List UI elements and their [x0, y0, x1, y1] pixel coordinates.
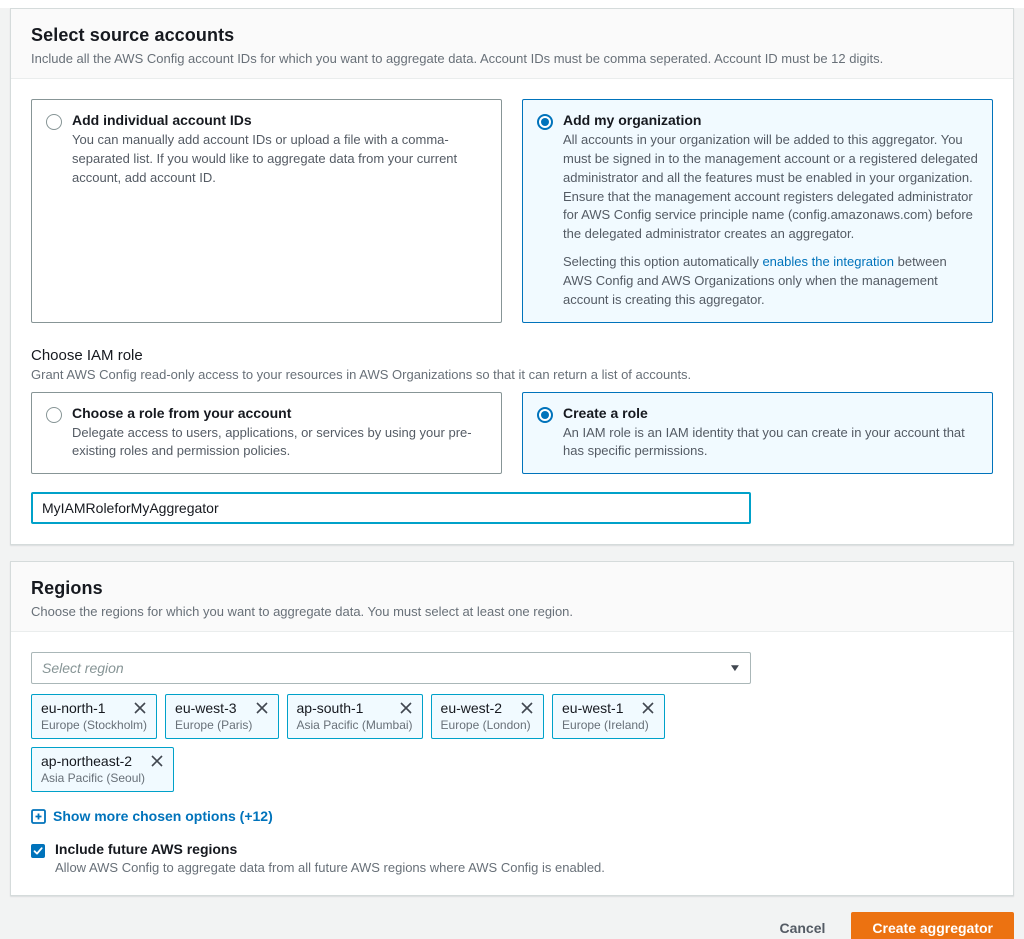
region-token [287, 694, 423, 739]
region-code: ap-northeast-2 [41, 753, 133, 770]
cancel-button[interactable]: Cancel [779, 920, 826, 937]
remove-token-button[interactable] [520, 701, 534, 715]
region-token [165, 694, 278, 739]
option-create-a-role[interactable] [522, 392, 993, 475]
radio-selected-icon[interactable] [537, 407, 553, 423]
source-option-group [31, 99, 993, 323]
region-token [552, 694, 665, 739]
option-label: Add my organization [563, 112, 702, 128]
show-more-label: Show more chosen options (+12) [53, 808, 273, 825]
create-aggregator-button[interactable]: Create aggregator [851, 912, 1014, 939]
radio-selected-icon[interactable] [537, 114, 553, 130]
close-icon [520, 701, 534, 715]
expand-plus-icon [31, 809, 46, 824]
radio-unselected-icon[interactable] [46, 114, 62, 130]
region-token [431, 694, 544, 739]
close-icon [255, 701, 269, 715]
remove-token-button[interactable] [399, 701, 413, 715]
region-name: Europe (London) [440, 718, 531, 733]
check-icon [33, 846, 43, 856]
region-code: eu-west-3 [175, 700, 237, 717]
region-token [31, 747, 174, 792]
include-future-regions-label: Include future AWS regions [55, 841, 238, 858]
close-icon [399, 701, 413, 715]
close-icon [641, 701, 655, 715]
form-actions [10, 896, 1014, 939]
choose-iam-role-label: Choose IAM role [31, 346, 143, 364]
option-label: Add individual account IDs [72, 112, 252, 128]
radio-unselected-icon[interactable] [46, 407, 62, 423]
region-token [31, 694, 157, 739]
region-code: ap-south-1 [296, 700, 364, 717]
include-future-regions-checkbox[interactable] [31, 844, 45, 858]
card-body [11, 79, 1013, 544]
include-future-regions-description: Allow AWS Config to aggregate data from all future AWS regions where AWS Config is enabled. [55, 860, 605, 876]
regions-description: Choose the regions for which you want to aggregate data. You must select at least one region. [31, 604, 574, 620]
regions-card [10, 561, 1014, 896]
remove-token-button[interactable] [255, 701, 269, 715]
card-description: Include all the AWS Config account IDs for which you want to aggregate data. Account IDs must be comma seperated. Account ID must be 12 digits. [31, 51, 884, 66]
selected-region-tokens [31, 694, 771, 792]
region-name: Asia Pacific (Mumbai) [296, 718, 413, 733]
option-add-my-organization[interactable] [522, 99, 993, 323]
option-description: An IAM role is an IAM identity that you can create in your account that has specific permissions. [563, 424, 965, 459]
remove-token-button[interactable] [641, 701, 655, 715]
chevron-down-icon: ▼ [728, 662, 742, 674]
content-area [0, 8, 1024, 939]
region-name: Europe (Stockholm) [41, 718, 148, 733]
option-label: Create a role [563, 404, 648, 421]
remove-token-button[interactable] [150, 754, 164, 768]
option-label: Choose a role from your account [72, 404, 292, 421]
option-description-2: Selecting this option automatically enables the integration between AWS Config and AWS Organizations only when the management account is creating this aggregator. [563, 254, 947, 307]
show-more-chosen-options-link[interactable] [31, 808, 273, 824]
iam-role-option-group [31, 392, 993, 475]
regions-title: Regions [31, 578, 103, 599]
region-name: Europe (Paris) [175, 718, 253, 733]
region-code: eu-north-1 [41, 700, 106, 717]
region-name: Europe (Ireland) [562, 718, 649, 733]
remove-token-button[interactable] [133, 701, 147, 715]
region-select-placeholder: Select region [42, 660, 124, 677]
choose-iam-role-description: Grant AWS Config read-only access to your resources in AWS Organizations so that it can return a list of accounts. [31, 366, 692, 382]
option-description: All accounts in your organization will be added to this aggregator. You must be signed in to the management account or a registered delegated administrator and all the features must be enabled in your organization. Ensure that the management account registers delegated administrator for AWS Config service principle name (config.amazonaws.com) before the delegated administrator creates an aggregator. [563, 132, 978, 242]
region-code: eu-west-1 [562, 700, 624, 717]
page-title: Select source accounts [31, 25, 235, 45]
card-header [11, 9, 1013, 79]
region-code: eu-west-2 [440, 700, 503, 717]
iam-role-name-input[interactable] [31, 492, 751, 524]
option-description: Delegate access to users, applications, or services by using your pre-existing roles and permission policies. [72, 424, 472, 459]
card-header [11, 562, 1013, 632]
region-select[interactable] [31, 652, 751, 684]
option-add-individual-account-ids[interactable] [31, 99, 502, 323]
enables-integration-link[interactable]: enables the integration [762, 254, 894, 270]
option-choose-role-from-account[interactable] [31, 392, 502, 475]
close-icon [133, 701, 147, 715]
close-icon [150, 754, 164, 768]
include-future-regions-row [31, 841, 993, 875]
region-name: Asia Pacific (Seoul) [41, 771, 146, 786]
select-source-accounts-card [10, 8, 1014, 545]
card-body [11, 632, 1013, 895]
option-description: You can manually add account IDs or upload a file with a comma-separated list. If you would like to aggregate data from your current account, add account ID. [72, 132, 458, 185]
